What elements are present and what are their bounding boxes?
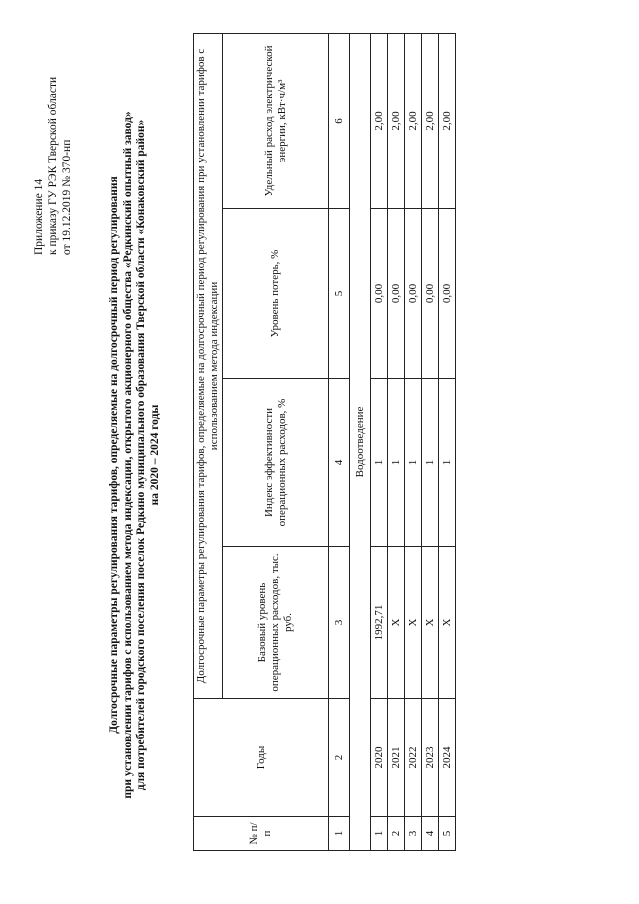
cell-base: X bbox=[388, 547, 405, 699]
header-efficiency: Индекс эффективности операционных расходов, % bbox=[223, 379, 329, 547]
section-title: Водоотведение bbox=[350, 33, 371, 850]
title-line: на 2020 – 2024 годы bbox=[148, 404, 161, 506]
title-line: при установлении тарифов с использованием метода индексации, открытого акционерного общества «Редкинский опытный завод» bbox=[121, 111, 134, 799]
cell-losses: 0,00 bbox=[422, 209, 439, 379]
header-energy: Удельный расход электрической энергии, кВт·ч/м³ bbox=[223, 33, 329, 208]
cell-efficiency: 1 bbox=[422, 379, 439, 547]
table-row bbox=[439, 33, 456, 850]
col-number: 5 bbox=[329, 209, 350, 379]
appendix-line: Приложение 14 bbox=[33, 178, 45, 255]
cell-year: 2020 bbox=[371, 699, 388, 817]
cell-base: X bbox=[405, 547, 422, 699]
table-row bbox=[388, 33, 405, 850]
appendix-line: от 19.12.2019 № 370-нп bbox=[61, 139, 73, 255]
cell-losses: 0,00 bbox=[405, 209, 422, 379]
header-base-level: Базовый уровень операционных расходов, тыс. руб. bbox=[223, 547, 329, 699]
cell-base: 1992,71 bbox=[371, 547, 388, 699]
cell-efficiency: 1 bbox=[405, 379, 422, 547]
cell-efficiency: 1 bbox=[439, 379, 456, 547]
cell-losses: 0,00 bbox=[388, 209, 405, 379]
cell-energy: 2,00 bbox=[388, 33, 405, 208]
cell-base: X bbox=[439, 547, 456, 699]
header-num: № п/п bbox=[194, 817, 329, 851]
header-group: Долгосрочные параметры регулирования тарифов, определяемые на долгосрочный период регулирования при установлении тарифов с использованием метода индексации bbox=[194, 33, 223, 698]
cell-num: 3 bbox=[405, 817, 422, 851]
cell-num: 2 bbox=[388, 817, 405, 851]
cell-year: 2022 bbox=[405, 699, 422, 817]
cell-num: 1 bbox=[371, 817, 388, 851]
cell-losses: 0,00 bbox=[371, 209, 388, 379]
cell-base: X bbox=[422, 547, 439, 699]
cell-efficiency: 1 bbox=[388, 379, 405, 547]
table-row bbox=[405, 33, 422, 850]
cell-year: 2023 bbox=[422, 699, 439, 817]
cell-energy: 2,00 bbox=[371, 33, 388, 208]
cell-num: 5 bbox=[439, 817, 456, 851]
document-title bbox=[108, 52, 162, 858]
title-line: для потребителей городского поселения поселок Редкино муниципального образования Тверской области «Конаковский район» bbox=[135, 119, 147, 791]
table-row bbox=[371, 33, 388, 850]
col-number: 3 bbox=[329, 547, 350, 699]
cell-energy: 2,00 bbox=[405, 33, 422, 208]
cell-year: 2024 bbox=[439, 699, 456, 817]
cell-losses: 0,00 bbox=[439, 209, 456, 379]
cell-year: 2021 bbox=[388, 699, 405, 817]
col-number: 2 bbox=[329, 699, 350, 817]
cell-energy: 2,00 bbox=[439, 33, 456, 208]
parameters-table bbox=[193, 33, 456, 851]
table-row bbox=[422, 33, 439, 850]
table-header-row bbox=[194, 33, 223, 850]
col-number: 4 bbox=[329, 379, 350, 547]
cell-num: 4 bbox=[422, 817, 439, 851]
title-line: Долгосрочные параметры регулирования тарифов, определяемые на долгосрочный период регулирования bbox=[108, 176, 120, 734]
col-number: 1 bbox=[329, 817, 350, 851]
cell-energy: 2,00 bbox=[422, 33, 439, 208]
appendix-reference bbox=[32, 15, 74, 255]
col-number: 6 bbox=[329, 33, 350, 208]
cell-efficiency: 1 bbox=[371, 379, 388, 547]
header-losses: Уровень потерь, % bbox=[223, 209, 329, 379]
header-years: Годы bbox=[194, 699, 329, 817]
appendix-line: к приказу ГУ РЭК Тверской области bbox=[47, 76, 59, 255]
section-row bbox=[350, 33, 371, 850]
column-numbers-row bbox=[329, 33, 350, 850]
